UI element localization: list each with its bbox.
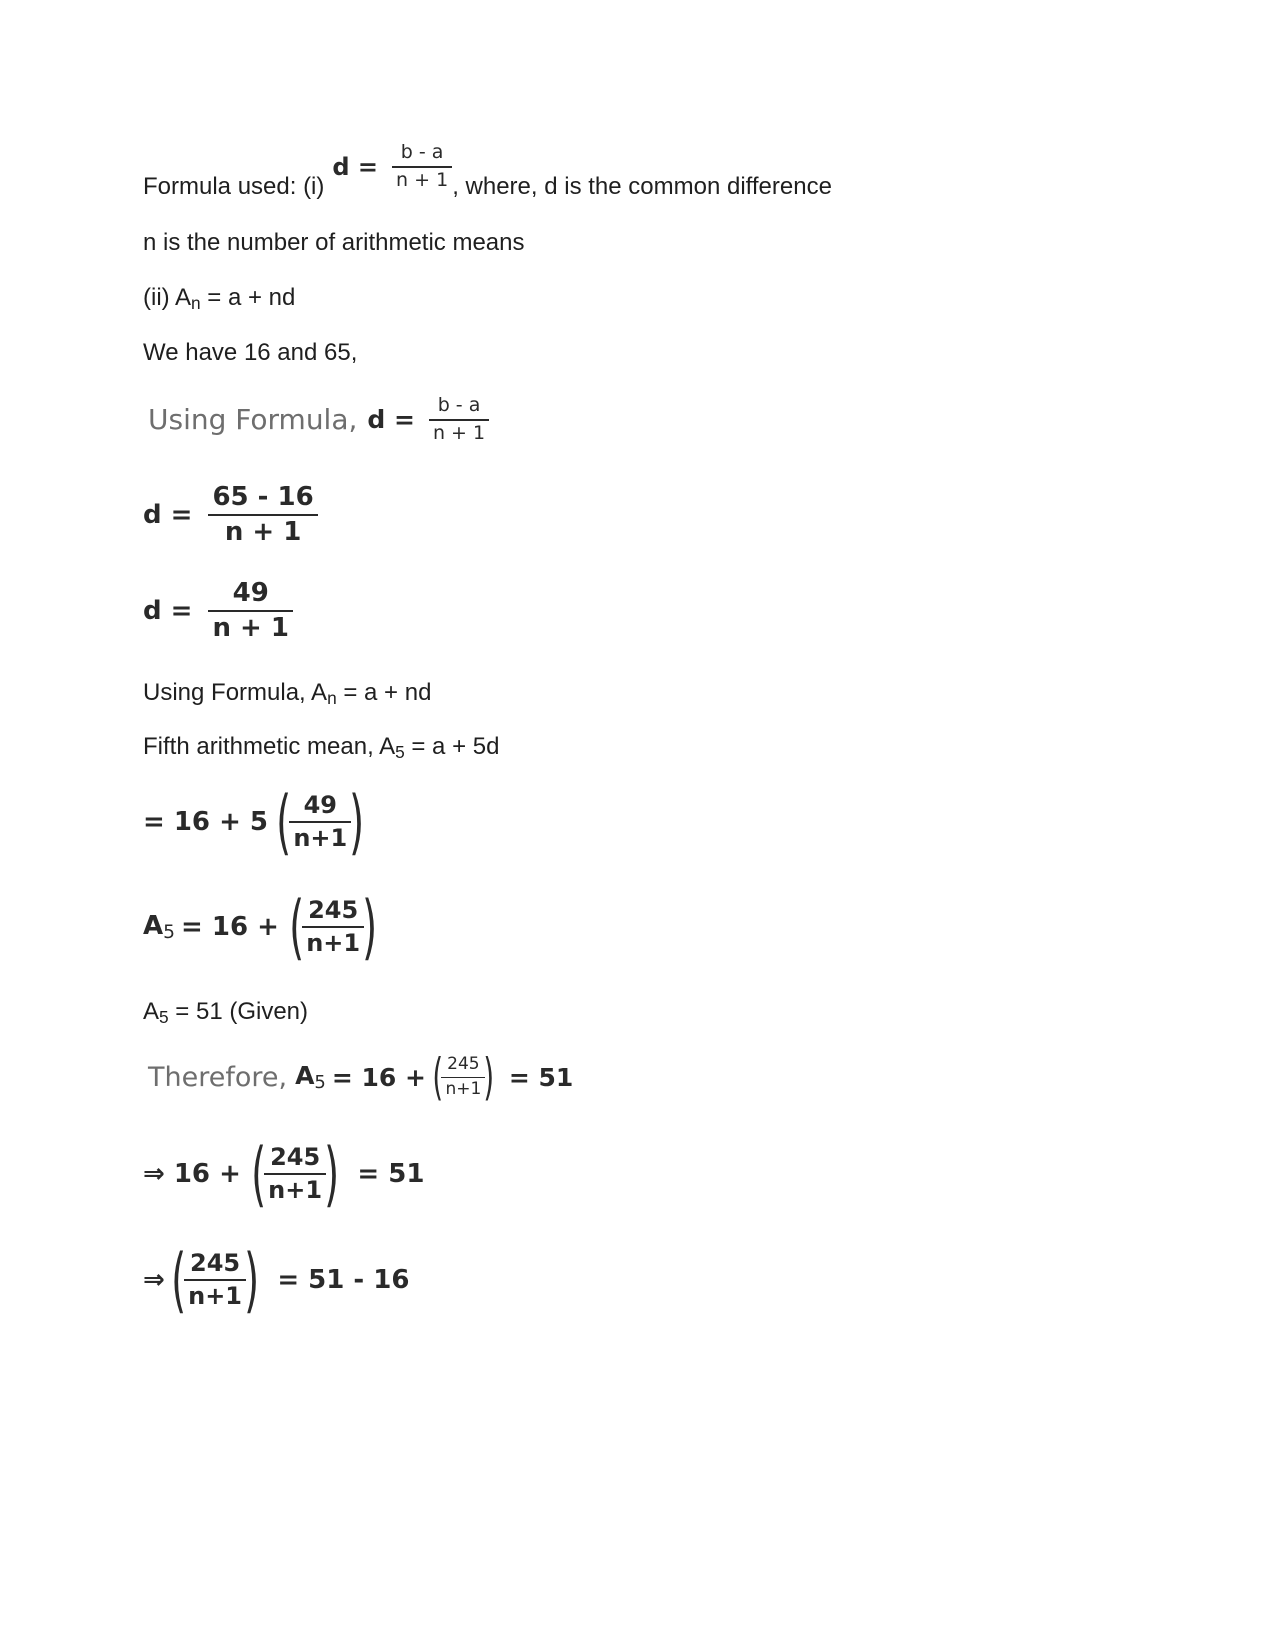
eq-a5-bar xyxy=(302,926,364,928)
eq-sub-bar xyxy=(289,821,351,823)
therefore-left-paren: ( xyxy=(432,1048,444,1106)
imp2-lhs: ⇒ xyxy=(143,1265,165,1295)
text-a5-given xyxy=(143,998,308,1028)
imp1-bar xyxy=(264,1173,326,1175)
imp1-denominator: n+1 xyxy=(268,1176,323,1204)
eq-a5-numerator: 245 xyxy=(308,895,359,924)
eq-d1-numerator: 65 - 16 xyxy=(212,482,314,512)
equation-implies-2 xyxy=(143,1239,410,1321)
therefore-right-paren: ) xyxy=(483,1048,495,1106)
imp2-rhs: = 51 - 16 xyxy=(277,1265,410,1295)
a5-given-subscript: 5 xyxy=(159,1006,169,1027)
text-we-have: We have 16 and 65, xyxy=(143,339,358,366)
imp1-rhs: = 51 xyxy=(357,1159,425,1189)
using-an-prefix: Using Formula, A xyxy=(143,679,328,706)
equation-implies-1 xyxy=(143,1133,425,1215)
imp1-lhs: ⇒ 16 + xyxy=(143,1159,241,1189)
therefore-letter: A xyxy=(295,1061,315,1091)
eq-d1-lhs: d = xyxy=(143,500,193,531)
eq-sub-right-paren: ) xyxy=(349,781,365,863)
text-fifth-mean xyxy=(143,733,499,763)
imp2-left-paren: ( xyxy=(170,1239,186,1321)
using-formula-d xyxy=(148,396,489,444)
eq-d2-numerator: 49 xyxy=(232,578,269,608)
a5-given-prefix: A xyxy=(143,998,160,1025)
formula-ii-rest: = a + nd xyxy=(200,284,296,311)
therefore-numerator: 245 xyxy=(447,1053,480,1074)
eq-sub-denominator: n+1 xyxy=(293,824,348,852)
equation-therefore xyxy=(148,1048,574,1106)
imp2-bar xyxy=(184,1279,246,1281)
using-formula-bar xyxy=(429,419,489,421)
eq-d1-denominator: n + 1 xyxy=(224,517,302,548)
text-n-means: n is the number of arithmetic means xyxy=(143,229,525,256)
therefore-a xyxy=(295,1061,326,1093)
equation-substitute-d xyxy=(143,781,371,863)
imp2-numerator: 245 xyxy=(190,1248,241,1277)
therefore-denominator: n+1 xyxy=(445,1078,482,1099)
imp1-left-paren: ( xyxy=(251,1133,267,1215)
therefore-label: Therefore, xyxy=(148,1061,288,1093)
eq-a5-a xyxy=(143,911,175,943)
eq-d1-bar xyxy=(208,514,317,516)
therefore-fraction xyxy=(441,1053,485,1099)
eq-d2-fraction xyxy=(208,580,293,643)
equation-a5 xyxy=(143,886,383,968)
using-formula-fraction xyxy=(429,396,489,444)
formula-fraction-bar xyxy=(392,166,452,168)
formula-denominator: n + 1 xyxy=(396,168,449,191)
imp1-right-paren: ) xyxy=(324,1133,340,1215)
therefore-lhs: = 16 + xyxy=(331,1062,426,1092)
fifth-mean-subscript: 5 xyxy=(395,741,405,762)
eq-d2-lhs: d = xyxy=(143,596,193,627)
formula-prefix: Formula used: (i) xyxy=(143,173,325,200)
therefore-bar xyxy=(441,1077,485,1078)
imp2-fraction xyxy=(184,1248,246,1310)
using-an-subscript: n xyxy=(327,687,337,708)
formula-suffix: , where, d is the common difference xyxy=(452,173,832,200)
using-an-rest: = a + nd xyxy=(336,679,432,706)
eq-sub-left-paren: ( xyxy=(276,781,292,863)
fifth-mean-prefix: Fifth arithmetic mean, A xyxy=(143,733,396,760)
eq-d2-denominator: n + 1 xyxy=(212,613,289,644)
eq-sub-fraction xyxy=(289,790,351,852)
eq-a5-left-paren: ( xyxy=(289,886,305,968)
text-formula-ii xyxy=(143,284,295,314)
a5-given-rest: = 51 (Given) xyxy=(168,998,309,1025)
eq-d2-bar xyxy=(208,610,293,612)
text-using-formula-an xyxy=(143,679,431,709)
eq-sub-numerator: 49 xyxy=(303,790,337,819)
eq-a5-fraction xyxy=(302,895,364,957)
eq-d1-fraction xyxy=(208,484,317,547)
imp1-numerator: 245 xyxy=(270,1142,321,1171)
imp1-fraction xyxy=(264,1142,326,1204)
formula-ii-subscript: n xyxy=(191,292,201,313)
fifth-mean-rest: = a + 5d xyxy=(404,733,500,760)
imp2-denominator: n+1 xyxy=(188,1282,243,1310)
formula-ii-prefix: (ii) A xyxy=(143,284,191,311)
equation-d-simplified xyxy=(143,580,293,643)
eq-a5-denominator: n+1 xyxy=(306,929,361,957)
formula-fraction xyxy=(392,143,452,191)
imp2-right-paren: ) xyxy=(244,1239,260,1321)
formula-numerator: b - a xyxy=(400,141,444,163)
eq-a5-letter: A xyxy=(143,910,164,941)
equation-d-substituted xyxy=(143,484,318,547)
using-formula-lhs: d = xyxy=(367,405,415,435)
formula-line xyxy=(143,143,832,203)
therefore-subscript: 5 xyxy=(314,1071,326,1093)
eq-a5-lhs: = 16 + xyxy=(181,912,279,942)
eq-a5-right-paren: ) xyxy=(362,886,378,968)
therefore-rhs: = 51 xyxy=(508,1062,574,1092)
using-formula-numerator: b - a xyxy=(437,394,481,416)
using-formula-denominator: n + 1 xyxy=(432,421,486,444)
using-formula-label: Using Formula, xyxy=(148,403,358,437)
eq-a5-subscript: 5 xyxy=(163,922,176,944)
formula-d-lhs: d = xyxy=(332,153,379,181)
eq-sub-lhs: = 16 + 5 xyxy=(143,807,268,837)
